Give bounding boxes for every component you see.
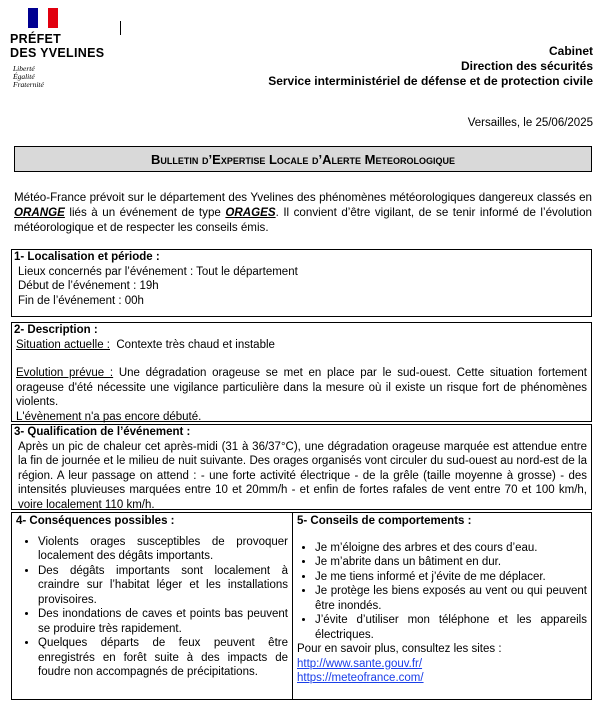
situation-label: Situation actuelle : — [16, 338, 110, 351]
devise-liberte: Liberté — [13, 64, 35, 73]
intro-paragraph — [14, 190, 592, 235]
lieux-concernes: Lieux concernés par l’événement : Tout le département — [18, 265, 298, 278]
section-consequences-title: 4- Conséquences possibles : — [16, 515, 175, 527]
list-item: • J’évite d’utiliser mon téléphone et les appareils électriques. — [315, 613, 587, 642]
list-item: • Je m’abrite dans un bâtiment en dur. — [315, 555, 587, 570]
list-item: • Je m’éloigne des arbres et des cours d’eau. — [315, 541, 587, 556]
devise — [13, 65, 44, 89]
list-item: • Des inondations de caves et points bas peuvent se produire très rapidement. — [38, 607, 288, 636]
section-qualification-title: 3- Qualification de l’événement : — [14, 426, 191, 438]
evolution-text: Une dégradation orageuse se met en place par le sud-ouest. Cette situation fortement orageuse d'été nécessite une vigilance particulière dans la mesure où il existe un risque fort de phénomènes violents. — [16, 367, 587, 408]
event-type: ORAGES — [225, 206, 276, 219]
prefet-line1: PRÉFET — [10, 32, 62, 46]
section-description-title: 2- Description : — [14, 324, 98, 336]
list-item: • Je protège les biens exposés au vent ou qui peuvent être inondés. — [315, 584, 587, 613]
section-localisation-title: 1- Localisation et période : — [14, 251, 160, 263]
description-body — [12, 338, 591, 425]
prefet-title — [10, 32, 104, 60]
vigilance-level: ORANGE — [14, 206, 65, 219]
prefet-line2: DES YVELINES — [10, 46, 105, 60]
section-description — [11, 322, 592, 422]
localisation-body — [12, 265, 591, 309]
intro-text-1: Météo-France prévoit sur le département des Yvelines des phénomènes météorologiques dangereux classés en — [14, 191, 592, 204]
consequences-list — [16, 535, 288, 680]
situation-value: Contexte très chaud et instable — [116, 338, 275, 351]
evolution-label: Evolution prévue : — [16, 367, 114, 379]
cabinet-label: Cabinet — [548, 44, 593, 58]
debut-evenement: Début de l’événement : 19h — [18, 280, 159, 292]
marianne-flag-icon — [28, 8, 58, 28]
evolution-prevue — [16, 366, 587, 410]
service-label: Service interministériel de défense et de protection civile — [268, 74, 593, 88]
section-localisation — [11, 249, 592, 317]
qualification-text: Après un pic de chaleur cet après-midi (31 à 36/37°C), une dégradation orageuse marquée est attendue entre la fin de journée et le milieu de nuit suivante. Des orages organisés vont circuler du sud-ouest au nord-est de la région. A leur passage on attend : - une forte activité électrique - de la grêle (taille moyenne à grosse) - des intensités pluvieuses marquées entre 10 et 20mm/h - et enfin de fortes rafales de vent entre 70 et 100 km/h, voire localement 110 km/h. — [18, 440, 587, 511]
section-conseils-title: 5- Conseils de comportements : — [297, 515, 472, 527]
event-status: L'évènement n'a pas encore débuté. — [16, 410, 202, 423]
list-item: • Je me tiens informé et j’évite de me déplacer. — [315, 570, 587, 585]
intro-text-3: . Il convient d’être vigilant, de se tenir informé de l’évolution météorologique et de respecter les conseils émis. — [14, 206, 592, 234]
list-item: • Des dégâts importants sont localement à craindre sur l’habitat léger et les installations provisoires. — [38, 564, 288, 608]
link-sante[interactable]: http://www.sante.gouv.fr/ — [297, 657, 423, 670]
intro-text-2: liés à un événement de type — [64, 206, 226, 219]
conseils-list — [297, 541, 587, 643]
situation-actuelle — [16, 338, 587, 353]
list-item: • Quelques départs de feux peuvent être enregistrés en forêt suite à des impacts de foudre non accompagnés de précipitations. — [38, 636, 288, 680]
direction-label: Direction des sécurités — [460, 59, 593, 73]
fin-evenement: Fin de l’événement : 00h — [18, 294, 144, 307]
section-consequences-conseils — [11, 512, 592, 700]
issuer-block — [268, 44, 593, 89]
savoir-plus-label: Pour en savoir plus, consultez les sites : — [297, 643, 502, 655]
logo-separator — [120, 21, 121, 35]
devise-egalite: Égalité — [13, 72, 35, 81]
section-qualification — [11, 424, 592, 510]
list-item: • Violents orages susceptibles de provoquer localement des dégâts importants. — [38, 535, 288, 564]
devise-fraternite: Fraternité — [13, 80, 44, 89]
conseils-column — [293, 513, 591, 699]
bulletin-title: Bulletin d’Expertise Locale d’Alerte Meteorologique — [14, 146, 592, 172]
link-meteofrance[interactable]: https://meteofrance.com/ — [297, 672, 424, 684]
document-date: Versailles, le 25/06/2025 — [467, 117, 593, 129]
prefecture-logo — [10, 8, 120, 88]
consequences-column — [12, 513, 293, 699]
